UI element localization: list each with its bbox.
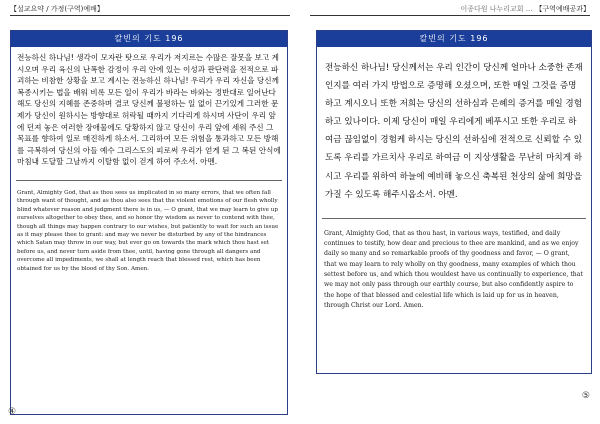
right-page [300,0,600,424]
left-header-rule [10,15,290,16]
left-korean-prayer: 전능하신 하나님! 생각이 모자란 탓으로 우리가 저지르는 수많은 잘못을 보고 계시오며 우리 육신의 난폭한 감정이 우리 안에 있는 이성과 판단력을 전적으로 파괴하는 비참한 상황을 보고 계시는 전능하신 하나님! 우리가 우리 자신을 당신께 복종시키는 법을 배워 비록 모든 일이 우리가 바라는 바와는 정반대로 일어난다 해도 당신의 지혜를 존중하며 결코 당신께 불평하는 일 없이 끈기있게 그러한 문제가 당신이 원하시는 방향대로 허락될 때까지 기다리게 하시며 사단이 우리 앞에 던져 놓은 여러한 장애물에도 당황하지 않고 당신이 우리 앞에 세워 주신 그 목표를 향하여 일로 매진하게 하소서. 그리하여 모든 위험을 통과하고 모든 방해를 극복하여 당신의 아들 예수 그리스도의 피로써 우리가 얻게 된 그 복된 안식에 마침내 도달할 그날까지 이탈함 없이 걷게 하여 주소서. 아멘. [17,53,281,167]
left-prayer-box [10,30,288,415]
right-header-label: 【구역예배공과】 [535,5,590,13]
right-header-rule [310,15,590,16]
right-english-prayer: Grant, Almighty God, that as thou hast, in various ways, testified, and daily continues to testify, how dear and precious to thee are mankind, and as we enjoy daily so many and so remarkable proofs of thy goodness and favor, — O grant, that we may learn to rely wholly on thy goodness, many examples of which thou settest before us, and which thou wouldest have us continually to experience, that we may not only pass through our earthly course, but also confidently aspire to the hope of that blessed and celestial life which is laid up for us in heaven, through Christ our Lord. Amen. [324,229,583,309]
right-prayer-title: 칼빈의 기도 196 [317,31,591,47]
right-header-church: 이종다원 나누리교회 ... [460,5,533,13]
left-page-number: ④ [8,407,17,417]
left-page-header: 【설교요약 / 가정(구역)예배】 [10,5,104,13]
right-page-header [460,4,590,14]
right-page-number: ⑤ [581,391,590,401]
right-divider [322,218,586,219]
left-english-prayer: Grant, Almighty God, that as thou sees us implicated in so many errors, that we often fall through want of thought, and as thou also sees that the violent emotions of our flesh wholly blind whatever reason and judgment there is in us, — O grant, that we may learn to give up ourselves altogether to obey thee, and so honor thy wisdom as never to contend with thee, though all things may happen contrary to our wishes, but patiently to wait for such an issue as it may please thee to grant: and may we never be disturbed by any of the hindrances which Satan may throw in our way, but ever go on towards the mark which thou hast set before us, and never turn aside from thee, until, having gone through all dangers and overcome all impediments, we shall at length reach that blessed rest, which has been obtained for us by the blood of thy Son. Amen. [17,189,279,272]
right-prayer-box [316,30,592,374]
left-divider [16,180,282,181]
right-korean-prayer: 전능하신 하나님! 당신께서는 우리 인간이 당신께 얼마나 소중한 존재인지를 여러 가지 방법으로 증명해 오셨으며, 또한 매일 그것을 증명하고 계시오니 또한 저희는 당신의 선하심과 은혜의 증거를 매일 경험하고 있나이다. 이제 당신이 매일 우리에게 베푸시고 또한 우리로 하여금 끊임없이 경험케 하시는 당신의 선하심에 전적으로 신뢰할 수 있도록 우리를 가르치사 우리로 하여금 이 지상생활을 무난히 마치게 하시고 우리를 위하여 하늘에 예비해 놓으신 축복된 천상의 삶에 희망을 가질 수 있도록 해주시옵소서. 아멘. [325,63,583,200]
left-prayer-title: 칼빈의 기도 196 [11,31,287,47]
